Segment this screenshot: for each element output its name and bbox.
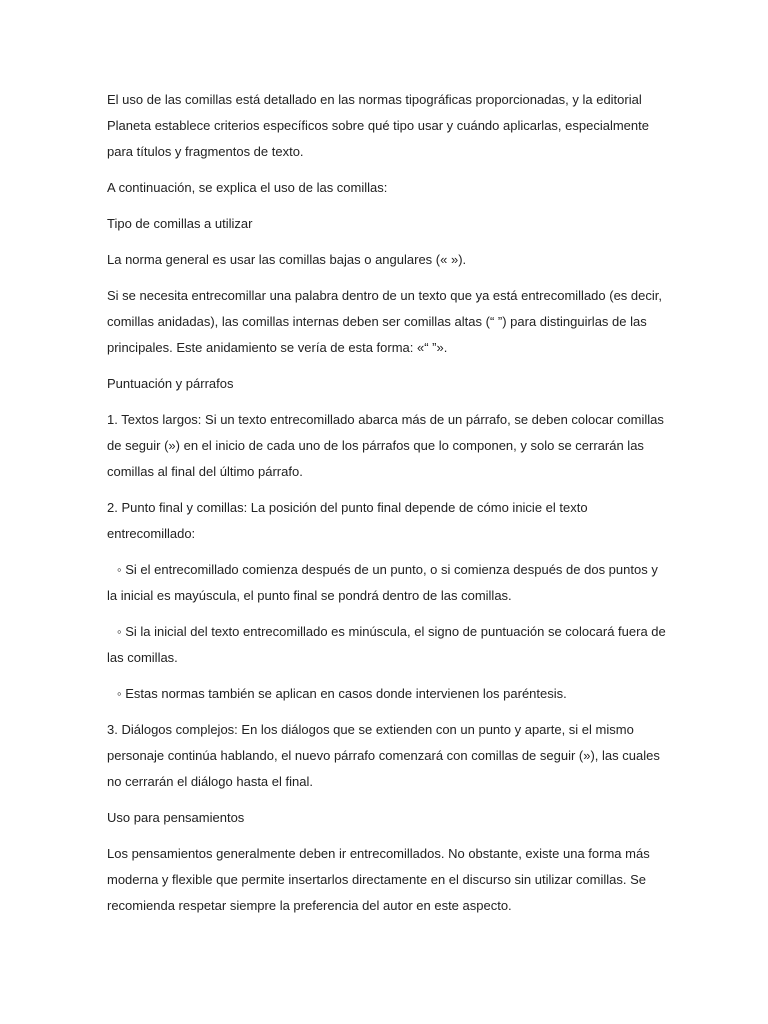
intro-paragraph: El uso de las comillas está detallado en las normas tipográficas proporcionadas, y la editorial Planeta establece criterios específicos sobre qué tipo usar y cuándo aplicarlas, especialmente para títulos y fragmentos de texto. bbox=[107, 92, 649, 159]
list-item-long-texts: 1. Textos largos: Si un texto entrecomillado abarca más de un párrafo, se deben colocar comillas de seguir (») en el inicio de cada uno de los párrafos que lo componen, y solo se cerrarán las comillas al final del último párrafo. bbox=[107, 412, 664, 479]
document-page bbox=[107, 87, 667, 929]
lead-in-paragraph: A continuación, se explica el uso de las comillas: bbox=[107, 180, 388, 195]
section-heading-punctuation: Puntuación y párrafos bbox=[107, 376, 234, 391]
list-item-dialogues: 3. Diálogos complejos: En los diálogos que se extienden con un punto y aparte, si el mismo personaje continúa hablando, el nuevo párrafo comenzará con comillas de seguir (»), las cuales no cerrarán el diálogo hasta el final. bbox=[107, 722, 660, 789]
sub-bullet-lowercase: ◦ Si la inicial del texto entrecomillado es minúscula, el signo de puntuación se colocará fuera de las comillas. bbox=[107, 624, 666, 665]
general-rule-paragraph: La norma general es usar las comillas bajas o angulares (« »). bbox=[107, 252, 467, 267]
section-heading-thoughts: Uso para pensamientos bbox=[107, 810, 245, 825]
thoughts-paragraph: Los pensamientos generalmente deben ir entrecomillados. No obstante, existe una forma más moderna y flexible que permite insertarlos directamente en el discurso sin utilizar comillas. Se recomienda respetar siempre la preferencia del autor en este aspecto. bbox=[107, 846, 650, 913]
sub-bullet-parentheses: ◦ Estas normas también se aplican en casos donde intervienen los paréntesis. bbox=[117, 686, 567, 701]
sub-bullet-uppercase: ◦ Si el entrecomillado comienza después de un punto, o si comienza después de dos puntos y la inicial es mayúscula, el punto final se pondrá dentro de las comillas. bbox=[107, 562, 658, 603]
list-item-final-period: 2. Punto final y comillas: La posición del punto final depende de cómo inicie el texto entrecomillado: bbox=[107, 500, 588, 541]
nested-quotes-paragraph: Si se necesita entrecomillar una palabra dentro de un texto que ya está entrecomillado (es decir, comillas anidadas), las comillas internas deben ser comillas altas (“ ”) para distinguirlas de las principales. Este anidamiento se vería de esta forma: «“ ”». bbox=[107, 288, 662, 355]
section-heading-type: Tipo de comillas a utilizar bbox=[107, 216, 253, 231]
